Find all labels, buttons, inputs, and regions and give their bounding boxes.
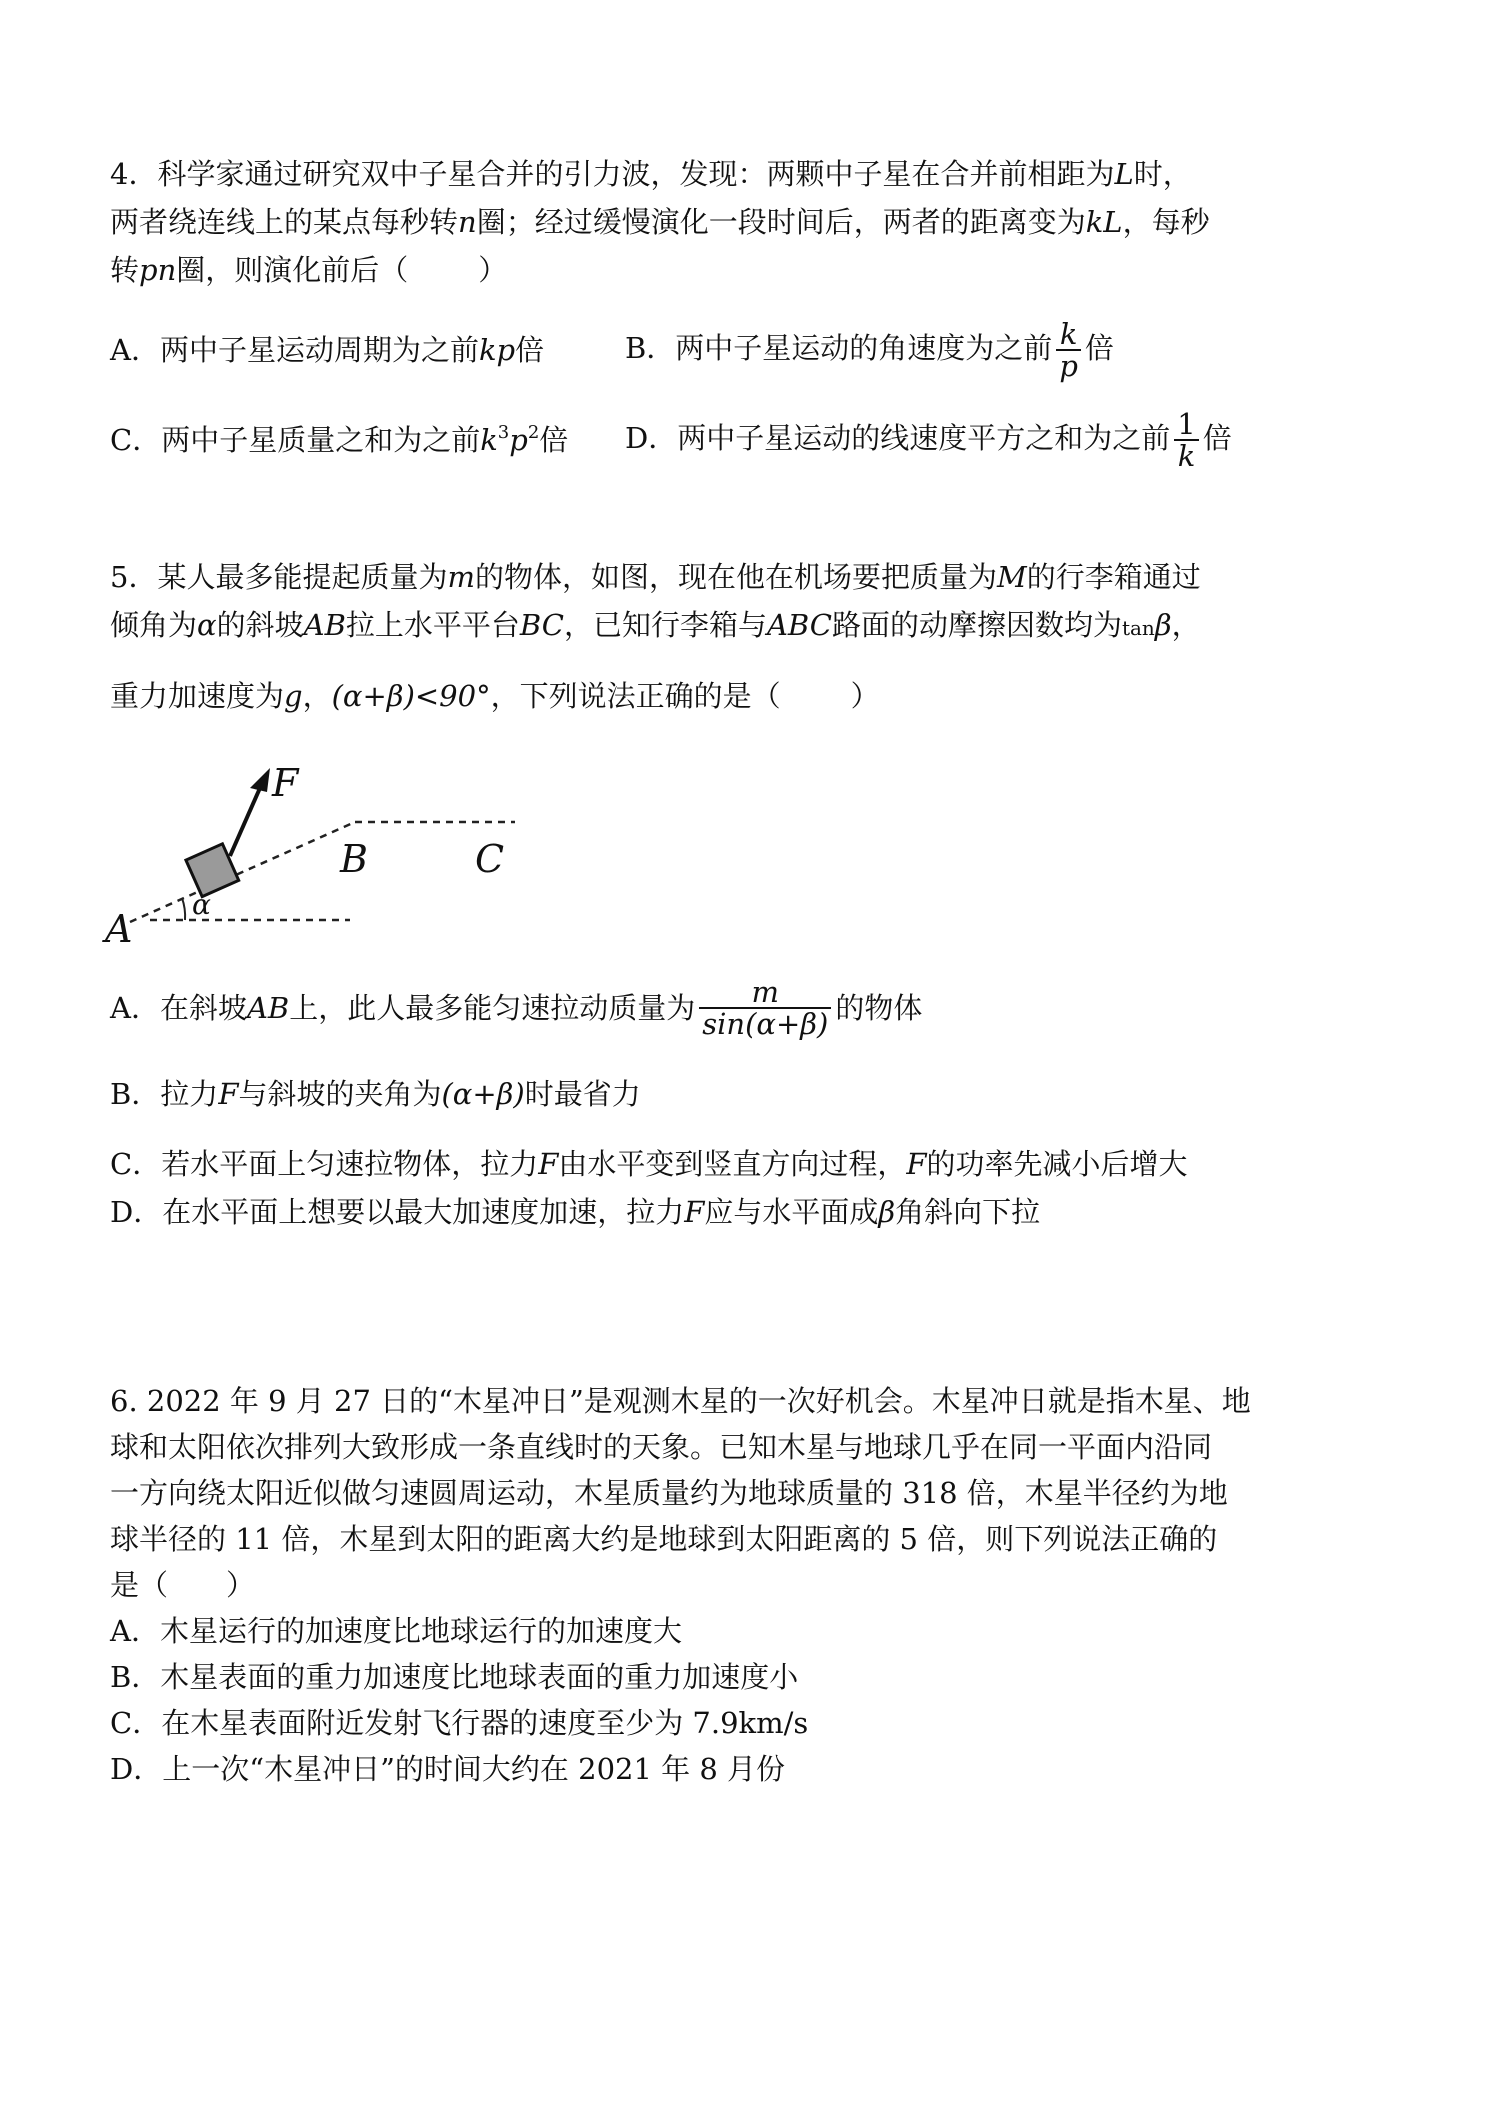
q4-text: ） xyxy=(478,253,508,287)
label-C: C xyxy=(475,837,505,881)
q4-text: 转 xyxy=(110,253,140,287)
var-ABC: ABC xyxy=(766,608,832,642)
q5-text: 路面的动摩擦因数均为 xyxy=(831,608,1122,642)
q5-text: 拉上水平平台 xyxy=(345,608,520,642)
q5-text: ，下列说法正确的是（ xyxy=(490,679,781,713)
var-p: p xyxy=(509,423,528,457)
var-F: F xyxy=(538,1147,559,1181)
q6-stem-line-4: 球半径的 11 倍，木星到太阳的距离大约是地球到太阳距离的 5 倍，则下列说法正确的 xyxy=(110,1522,1218,1556)
question-5-options xyxy=(110,972,1290,1236)
q5-text: 倾角为 xyxy=(110,608,198,642)
var-M: M xyxy=(996,560,1027,594)
var-alpha: α xyxy=(197,608,217,642)
q4-option-d xyxy=(625,409,1232,471)
q5-text: 重力加速度为 xyxy=(110,679,285,713)
option-text: 时最省力 xyxy=(524,1077,641,1111)
q6-option-b: B．木星表面的重力加速度比地球表面的重力加速度小 xyxy=(110,1660,799,1694)
q4-stem-line-1 xyxy=(110,150,1290,198)
q5-text: ， xyxy=(1171,608,1201,642)
var-pn: pn xyxy=(139,253,177,287)
q6-stem-line-2: 球和太阳依次排列大致形成一条直线时的天象。已知木星与地球几乎在同一平面内沿同 xyxy=(110,1430,1213,1464)
q6-option-c: C．在木星表面附近发射飞行器的速度至少为 7.9km/s xyxy=(110,1706,809,1740)
fraction-k-over-p xyxy=(1056,319,1081,381)
q4-text: ，每秒 xyxy=(1122,205,1210,239)
var-m: m xyxy=(447,560,475,594)
label-F: F xyxy=(272,761,299,805)
q5-option-d xyxy=(110,1188,1290,1236)
q5-text: 的斜坡 xyxy=(216,608,304,642)
q4-stem-line-3 xyxy=(110,246,1290,294)
q5-option-a xyxy=(110,972,1290,1044)
question-6 xyxy=(110,1378,1290,1792)
option-text: A．在斜坡 xyxy=(110,991,247,1025)
q5-option-b xyxy=(110,1070,1290,1118)
q4-options-row-1 xyxy=(110,312,1290,388)
option-text: 的物体 xyxy=(835,991,923,1025)
option-text: C．若水平面上匀速拉物体，拉力 xyxy=(110,1147,539,1181)
slope-AB xyxy=(130,822,355,922)
q5-stem-line-2 xyxy=(110,601,1290,652)
option-text: C．两中子星质量之和为之前 xyxy=(110,423,481,457)
frac-den: sin(α+β) xyxy=(699,1007,831,1039)
option-text: 倍 xyxy=(539,423,569,457)
option-text: A．两中子星运动周期为之前 xyxy=(110,333,479,367)
q6-option-a: A．木星运行的加速度比地球运行的加速度大 xyxy=(110,1614,682,1648)
q4-option-b xyxy=(625,319,1114,381)
option-text: 倍 xyxy=(1084,331,1114,365)
var-k: k xyxy=(480,423,498,457)
option-text: 由水平变到竖直方向过程， xyxy=(558,1147,907,1181)
var-L: L xyxy=(1114,157,1134,191)
var-F: F xyxy=(906,1147,927,1181)
q5-text: 的物体，如图，现在他在机场要把质量为 xyxy=(474,560,997,594)
question-4 xyxy=(110,150,1290,478)
var-beta: β xyxy=(1154,608,1172,642)
question-5 xyxy=(110,553,1290,720)
option-text: B．拉力 xyxy=(110,1077,219,1111)
q6-stem-line-1: 6. 2022 年 9 月 27 日的“木星冲日”是观测木星的一次好机会。木星冲日就是指木星、地 xyxy=(110,1384,1251,1418)
option-text: 角斜向下拉 xyxy=(895,1195,1041,1229)
var-BC: BC xyxy=(519,608,564,642)
frac-den: p xyxy=(1056,349,1081,381)
exp-3: 3 xyxy=(497,422,510,443)
var-alpha-beta: (α+β) xyxy=(441,1077,525,1111)
option-text: 倍 xyxy=(1202,421,1232,455)
label-B: B xyxy=(340,837,368,881)
q4-option-a xyxy=(110,326,625,374)
exp-2: 2 xyxy=(527,422,540,443)
fraction-1-over-k xyxy=(1174,409,1198,471)
q6-option-d: D．上一次“木星冲日”的时间大约在 2021 年 8 月份 xyxy=(110,1752,786,1786)
q4-option-c xyxy=(110,416,625,464)
q4-options-row-2 xyxy=(110,402,1290,478)
option-text: 的功率先减小后增大 xyxy=(926,1147,1188,1181)
q5-text: ） xyxy=(850,679,880,713)
option-text: 上，此人最多能匀速拉动质量为 xyxy=(289,991,696,1025)
q4-text: 圈，则演化前后（ xyxy=(176,253,409,287)
var-g: g xyxy=(284,679,303,713)
q4-text: 圈；经过缓慢演化一段时间后，两者的距离变为 xyxy=(476,205,1086,239)
force-arrow-head xyxy=(250,768,270,792)
q5-number: 5． xyxy=(110,560,158,594)
fraction-m-over-sin xyxy=(699,977,831,1039)
q5-text: 的行李箱通过 xyxy=(1026,560,1201,594)
q5-option-c xyxy=(110,1140,1290,1188)
q5-text: ， xyxy=(302,679,332,713)
option-text: D．在水平面上想要以最大加速度加速，拉力 xyxy=(110,1195,685,1229)
frac-num: 1 xyxy=(1177,407,1196,441)
q4-text: 科学家通过研究双中子星合并的引力波，发现：两颗中子星在合并前相距为 xyxy=(157,157,1115,191)
option-text: D．两中子星运动的线速度平方之和为之前 xyxy=(625,421,1171,455)
q5-text: 某人最多能提起质量为 xyxy=(157,560,448,594)
q4-text: 两者绕连线上的某点每秒转 xyxy=(110,205,459,239)
frac-num: k xyxy=(1059,317,1078,351)
var-kL: kL xyxy=(1085,205,1123,239)
var-F: F xyxy=(218,1077,239,1111)
q4-text: 时， xyxy=(1133,157,1192,191)
q6-stem-line-3: 一方向绕太阳近似做匀速圆周运动，木星质量约为地球质量的 318 倍，木星半径约为地 xyxy=(110,1476,1228,1510)
option-text: 与斜坡的夹角为 xyxy=(238,1077,442,1111)
var-beta: β xyxy=(878,1195,896,1229)
var-n: n xyxy=(458,205,477,239)
incline-diagram xyxy=(100,760,560,970)
alpha-arc xyxy=(182,898,185,920)
frac-num: m xyxy=(751,975,780,1009)
q5-stem-line-1 xyxy=(110,553,1290,601)
var-kp: kp xyxy=(478,333,516,367)
frac-den: k xyxy=(1174,439,1198,471)
tan-label: tan xyxy=(1121,616,1155,640)
q4-stem-line-2 xyxy=(110,198,1290,246)
q5-text: ，已知行李箱与 xyxy=(563,608,767,642)
q6-stem-line-5: 是（ ） xyxy=(110,1568,256,1602)
option-text: 应与水平面成 xyxy=(704,1195,879,1229)
condition-angle: (α+β)<90° xyxy=(331,679,491,713)
label-A: A xyxy=(105,907,133,951)
option-text: B．两中子星运动的角速度为之前 xyxy=(625,331,1053,365)
q5-stem-line-3 xyxy=(110,672,1290,720)
var-AB: AB xyxy=(246,991,290,1025)
q4-number: 4． xyxy=(110,157,158,191)
force-arrow-shaft xyxy=(230,788,260,856)
var-AB: AB xyxy=(303,608,346,642)
option-text: 倍 xyxy=(515,333,545,367)
var-F: F xyxy=(684,1195,705,1229)
label-alpha: α xyxy=(192,888,211,921)
